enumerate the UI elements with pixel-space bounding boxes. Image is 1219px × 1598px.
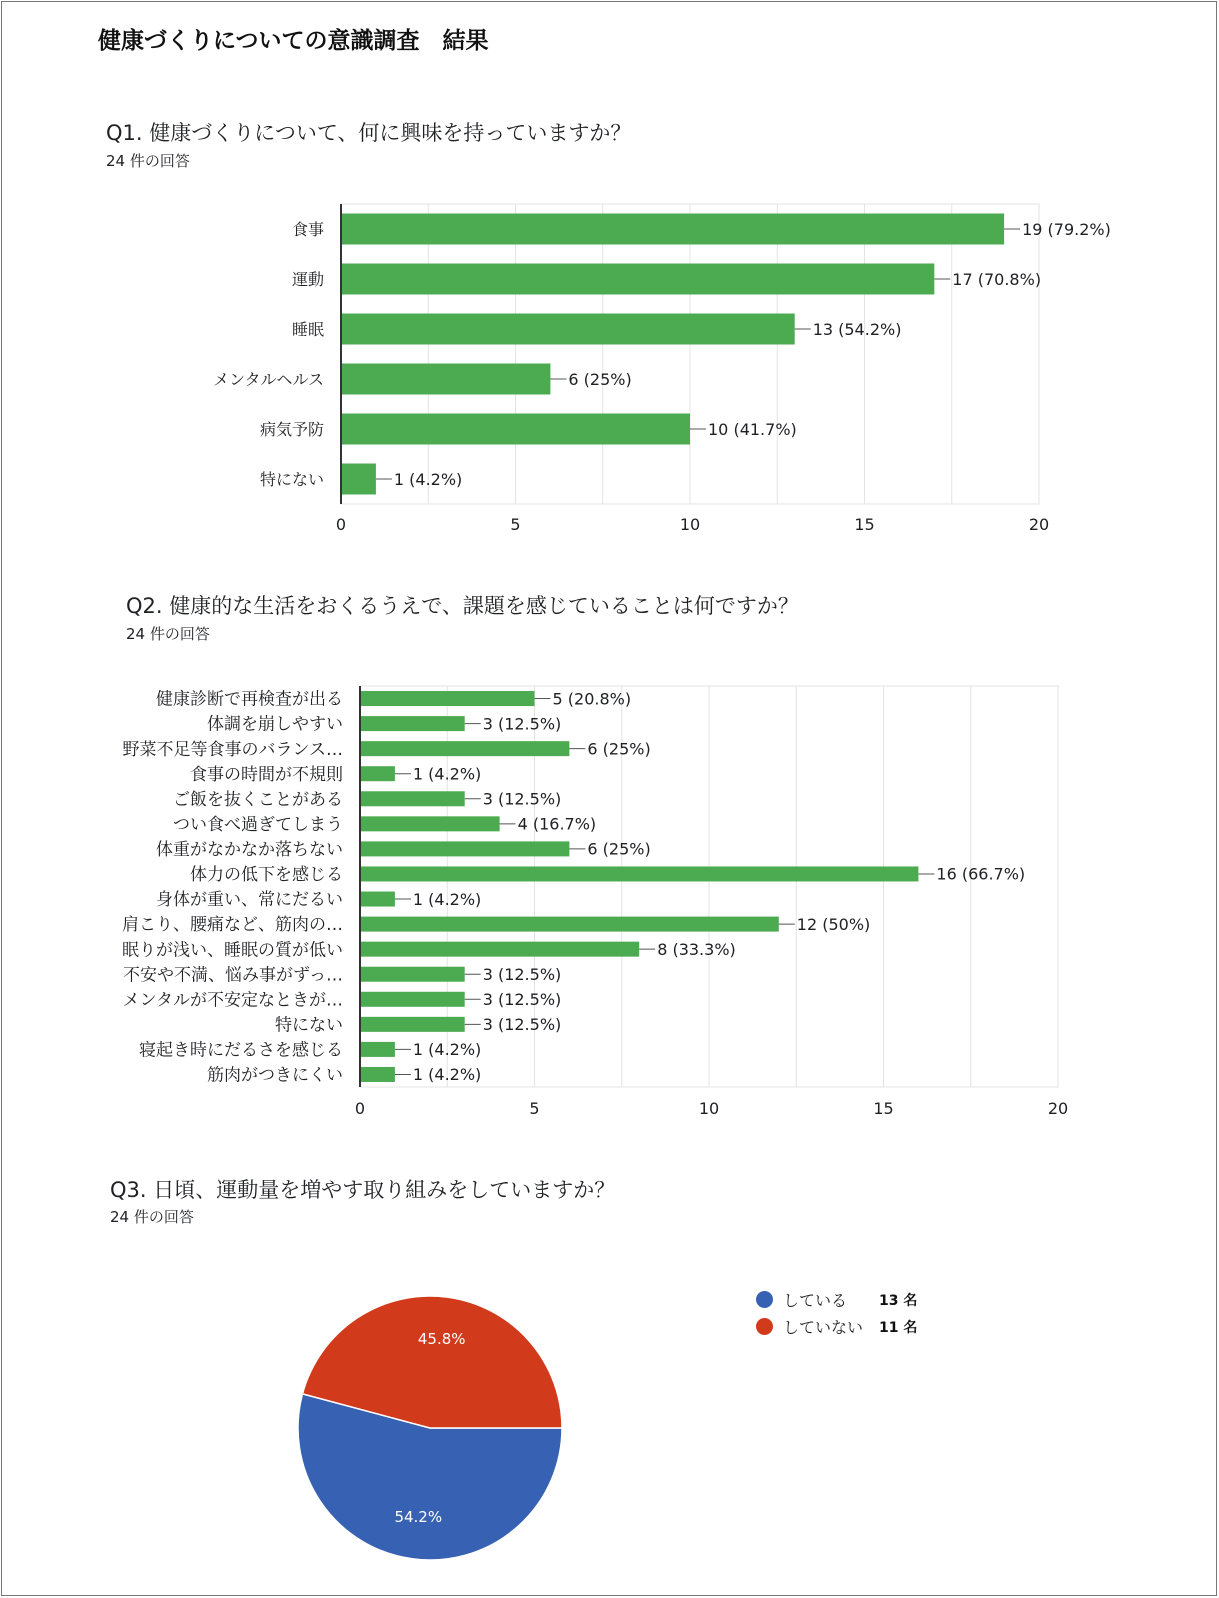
q2-data-label: 1 (4.2%) [412, 764, 482, 784]
q1-data-label: 17 (70.8%) [952, 269, 1042, 289]
page-title: 健康づくりについての意識調査 結果 [98, 28, 489, 54]
q2-data-label: 3 (12.5%) [482, 714, 562, 734]
q1-category-label: 病気予防 [259, 419, 324, 439]
q2-category-label: 身体が重い、常にだるい [156, 890, 343, 911]
q1-bar [341, 264, 934, 295]
q2-category-label: 健康診断で再検査が出る [156, 689, 343, 710]
q1-data-label: 6 (25%) [568, 369, 632, 389]
q2-data-label: 4 (16.7%) [517, 814, 597, 834]
legend-item-no [756, 1313, 917, 1340]
q1-x-tick-label: 20 [1028, 515, 1050, 534]
q2-x-tick-label: 15 [873, 1099, 894, 1118]
q2-bar [360, 892, 395, 907]
legend-swatch-no [756, 1318, 773, 1335]
q2-category-label: ご飯を抜くことがある [173, 789, 343, 810]
q2-category-label: 肩こり、腰痛など、筋肉の… [122, 915, 343, 936]
q1-bar [341, 414, 690, 445]
q1-x-tick-label: 10 [679, 515, 701, 534]
legend-count-no: 11 名 [879, 1319, 918, 1336]
q1-data-label: 13 (54.2%) [812, 319, 902, 339]
q2-response-count: 24 件の回答 [126, 625, 210, 643]
q2-data-label: 3 (12.5%) [482, 1015, 562, 1035]
q2-data-label: 12 (50%) [796, 914, 871, 934]
q3-pie-chart [0, 1270, 600, 1570]
q1-bar-chart [0, 190, 1219, 534]
q1-x-tick-label: 0 [335, 515, 347, 534]
legend-count-yes: 13 名 [879, 1292, 918, 1309]
legend-label-yes: している [783, 1291, 848, 1310]
q1-response-count: 24 件の回答 [106, 152, 190, 170]
legend-label-no: していない [783, 1318, 864, 1337]
q2-data-label: 1 (4.2%) [412, 1065, 482, 1085]
q1-category-label: 食事 [291, 219, 324, 239]
q3-legend [756, 1286, 917, 1340]
q2-bar [360, 766, 395, 781]
q2-bar [360, 741, 569, 756]
q1-bar [341, 364, 550, 395]
q2-bar [360, 967, 465, 982]
q2-title: Q2. 健康的な生活をおくるうえで、課題を感じていることは何ですか？ [126, 594, 799, 618]
q2-bar-chart [0, 665, 1219, 1118]
q1-category-label: 運動 [291, 269, 324, 289]
q2-category-label: 眠りが浅い、睡眠の質が低い [122, 940, 343, 961]
q1-category-label: 睡眠 [291, 319, 324, 339]
q1-x-tick-label: 5 [510, 515, 521, 534]
q2-category-label: 体力の低下を感じる [190, 865, 343, 886]
q2-bar [360, 816, 500, 831]
pie-percent-label: 54.2% [394, 1507, 443, 1526]
q2-data-label: 3 (12.5%) [482, 990, 562, 1010]
q2-data-label: 5 (20.8%) [552, 689, 632, 709]
legend-item-yes [756, 1286, 917, 1313]
q2-x-tick-label: 5 [529, 1099, 540, 1118]
q1-bar [341, 314, 795, 345]
pie-percent-label: 45.8% [417, 1330, 466, 1349]
q2-data-label: 6 (25%) [587, 839, 651, 859]
q2-bar [360, 841, 569, 856]
q1-category-label: 特にない [259, 469, 324, 489]
q2-x-tick-label: 10 [698, 1099, 720, 1118]
q1-bar [341, 464, 376, 495]
q2-category-label: 体調を崩しやすい [207, 714, 343, 735]
q2-x-tick-label: 20 [1047, 1099, 1069, 1118]
q2-bar [360, 1067, 395, 1082]
q2-bar [360, 716, 465, 731]
q2-category-label: 野菜不足等食事のバランス… [122, 739, 343, 760]
q2-category-label: 特にない [275, 1015, 343, 1036]
q2-category-label: 食事の時間が不規則 [190, 764, 343, 785]
q2-bar [360, 866, 918, 881]
q1-data-label: 1 (4.2%) [393, 469, 463, 489]
q2-x-tick-label: 0 [354, 1099, 366, 1118]
q2-category-label: 寝起き時にだるさを感じる [139, 1040, 343, 1061]
q2-data-label: 16 (66.7%) [936, 864, 1026, 884]
legend-swatch-yes [756, 1291, 773, 1308]
q1-category-label: メンタルヘルス [213, 369, 324, 389]
q2-bar [360, 942, 639, 957]
q1-bar [341, 214, 1004, 245]
q2-bar [360, 992, 465, 1007]
q2-data-label: 3 (12.5%) [482, 964, 562, 984]
q2-data-label: 3 (12.5%) [482, 789, 562, 809]
q2-category-label: つい食べ過ぎてしまう [173, 814, 343, 835]
q1-data-label: 19 (79.2%) [1022, 219, 1111, 239]
q3-response-count: 24 件の回答 [110, 1208, 194, 1226]
q1-data-label: 10 (41.7%) [708, 419, 797, 439]
q2-category-label: 不安や不満、悩み事がずっ… [123, 965, 343, 986]
q2-bar [360, 1042, 395, 1057]
q2-category-label: 体重がなかなか落ちない [156, 840, 343, 861]
q1-title: Q1. 健康づくりについて、何に興味を持っていますか？ [106, 121, 632, 145]
q2-data-label: 6 (25%) [587, 739, 651, 759]
q2-bar [360, 1017, 465, 1032]
q3-title: Q3. 日頃、運動量を増やす取り組みをしていますか？ [110, 1178, 616, 1202]
q2-bar [360, 917, 779, 932]
q2-category-label: メンタルが不安定なときが… [122, 990, 343, 1011]
q2-data-label: 1 (4.2%) [412, 889, 482, 909]
q1-x-tick-label: 15 [854, 515, 875, 534]
q2-bar [360, 791, 465, 806]
q2-data-label: 8 (33.3%) [657, 939, 736, 959]
q2-category-label: 筋肉がつきにくい [207, 1065, 343, 1086]
q2-bar [360, 691, 535, 706]
q2-data-label: 1 (4.2%) [412, 1040, 482, 1060]
